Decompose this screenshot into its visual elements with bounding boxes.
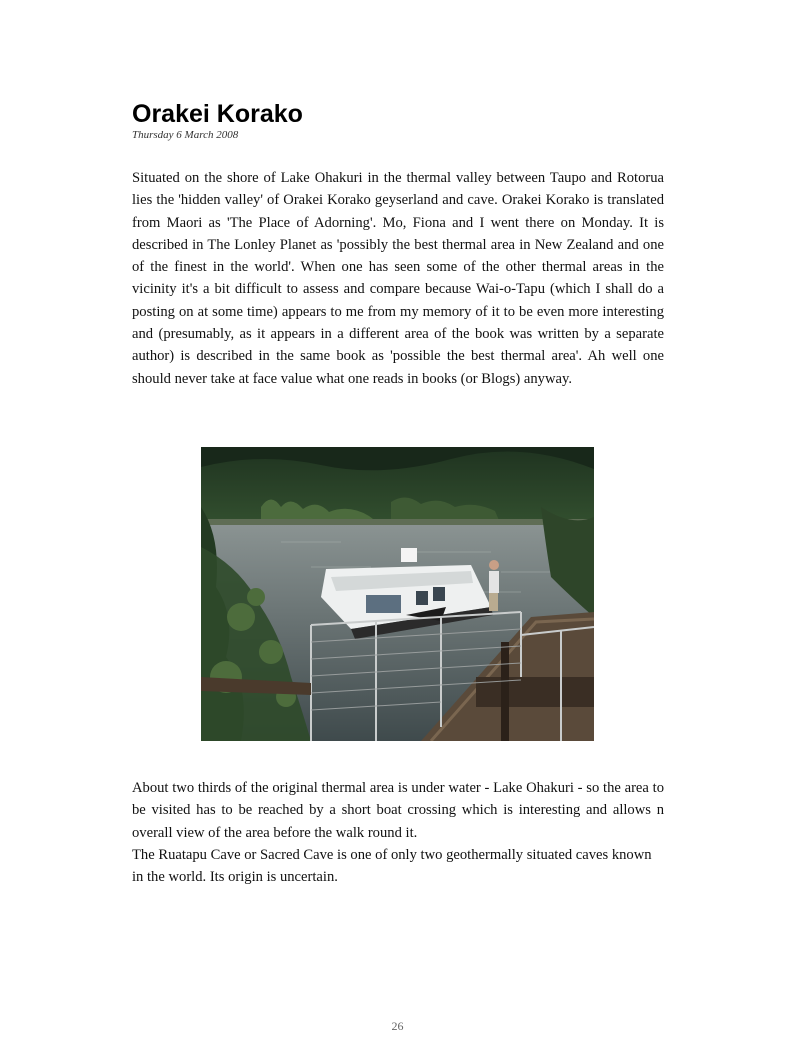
post-title: Orakei Korako [132,100,303,128]
paragraph-boat-crossing: About two thirds of the original thermal area is under water - Lake Ohakuri - so the area to be visited has to be reached by a short boat crossing which is interesting and allows n overall view of the area before the walk round it. [132,780,664,841]
page-number: 26 [391,1019,404,1033]
paragraphs-after-photo [132,777,664,888]
paragraph-intro: Situated on the shore of Lake Ohakuri in the thermal valley between Taupo and Rotorua lies the 'hidden valley' of Orakei Korako geyserland and cave. Orakei Korako is translated from Maori as 'The Place of Adorning'. Mo, Fiona and I went there on Monday. It is described in The Lonley Planet as 'possibly the best thermal area in New Zealand and one of the finest in the world'. When one has seen some of the other thermal areas in the vicinity it's a bit difficult to assess and compare because Wai-o-Tapu (which I shall do a posting on at some time) appears to me from my memory of it to be even more interesting and (presumably, as it appears in a different area of the book was written by a separate author) is described in the same book as 'possible the best thermal area'. Ah well one should never take at face value what one reads in books (or Blogs) anyway. [132,170,664,387]
post-date: Thursday 6 March 2008 [132,129,239,141]
paragraph-cave: The Ruatapu Cave or Sacred Cave is one of only two geothermally situated caves known in the world. Its origin is uncertain. [132,846,652,886]
photo-illustration [201,447,594,741]
lake-boat-photo [201,447,594,741]
